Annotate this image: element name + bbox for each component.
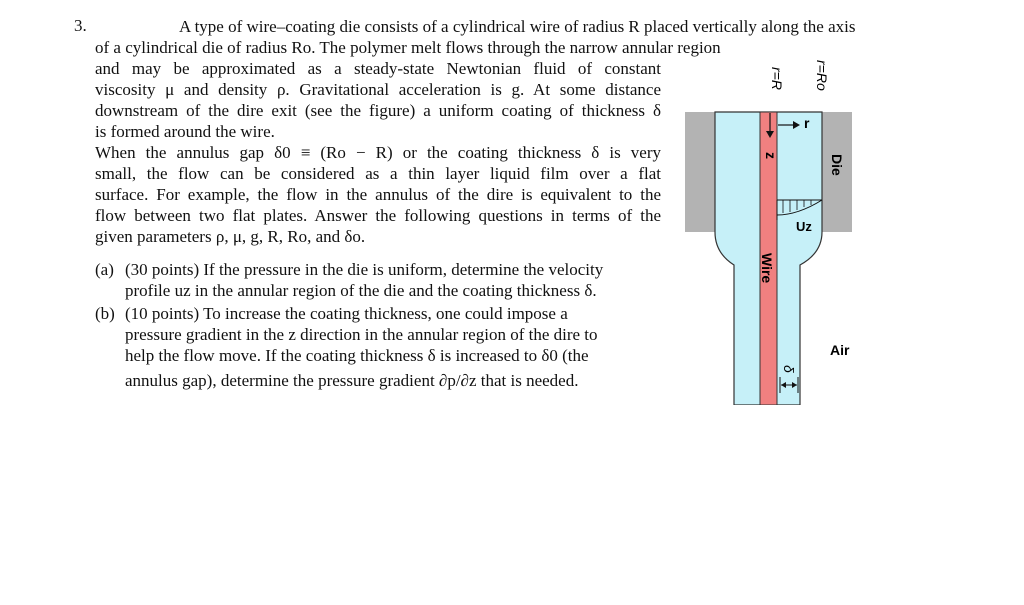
part-a-label: (a) [95,260,114,279]
label-uz: Uz [796,219,812,234]
part-b-label: (b) [95,304,115,323]
label-delta: δ [781,365,797,373]
body-line: small, the flow can be considered as a thin layer liquid film over a flat [95,164,661,183]
body-line: and may be approximated as a steady-state Newtonian fluid of constant [95,59,661,78]
body-line: surface. For example, the flow in the annulus of the dire is equivalent to the [95,185,661,204]
part-a [95,259,665,301]
body-line: is formed around the wire. [95,122,275,141]
part-a-line: profile uz in the annular region of the die and the coating thickness δ. [125,281,597,300]
intro-text: A type of wire–coating die consists of a cylindrical wire of radius R placed vertically along the axis of a cylindrical die of radius Ro. The polymer melt flows through the narrow annular region [95,17,856,57]
part-a-line: (30 points) If the pressure in the die is uniform, determine the velocity [125,260,604,279]
label-die: Die [829,154,845,176]
problem-number: 3. [74,16,87,35]
die-left [685,112,715,232]
part-b-line: (10 points) To increase the coating thickness, one could impose a [125,304,568,323]
problem-body [95,58,661,247]
label-z: z [763,152,779,159]
problem-intro [95,16,865,58]
label-air: Air [830,342,850,358]
label-r-eq-Ro: r=Ro [814,60,830,91]
part-b [95,303,665,391]
wire-coating-die-figure [680,55,860,405]
body-line: When the annulus gap δ0 ≡ (Ro − R) or the coating thickness δ is very [95,143,661,162]
body-line: viscosity μ and density ρ. Gravitational acceleration is g. At some distance [95,80,661,99]
label-r: r [804,115,810,131]
part-b-line: pressure gradient in the z direction in the annular region of the dire to [125,325,598,344]
label-wire: Wire [759,253,775,284]
body-line: flow between two flat plates. Answer the following questions in terms of the [95,206,661,225]
part-b-line: annulus gap), determine the pressure gradient ∂p/∂z that is needed. [125,371,579,390]
label-r-eq-R: r=R [769,67,785,90]
body-line: downstream of the dire exit (see the figure) a uniform coating of thickness δ [95,101,661,120]
body-line: given parameters ρ, μ, g, R, Ro, and δo. [95,227,366,246]
part-b-line: help the flow move. If the coating thickness δ is increased to δ0 (the [125,346,589,365]
